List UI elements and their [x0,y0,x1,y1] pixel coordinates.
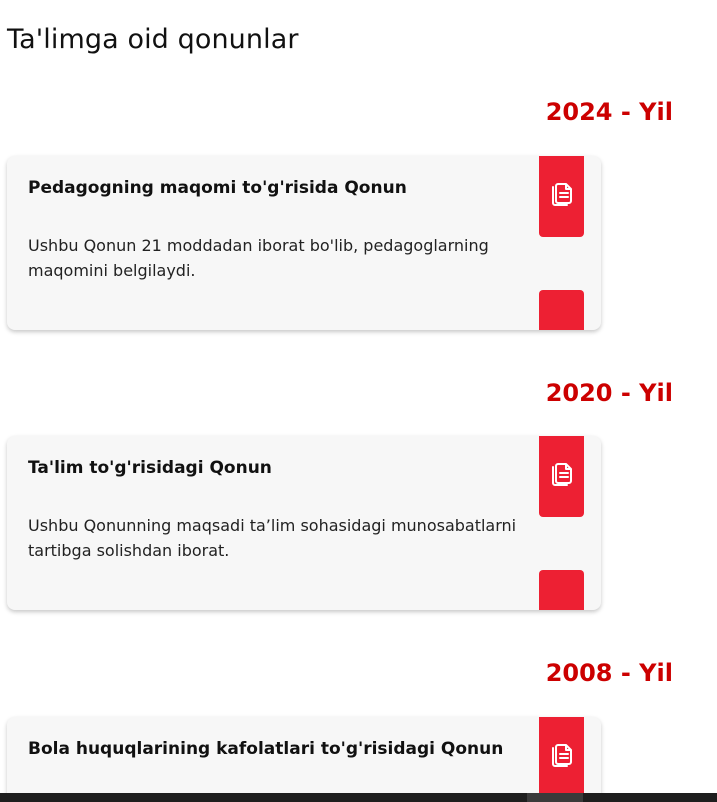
document-button[interactable] [539,436,584,517]
scrollbar-thumb[interactable] [527,793,583,802]
law-title[interactable]: Ta'lim to'g'risidagi Qonun [28,458,272,478]
document-button[interactable] [539,156,584,237]
open-law-button[interactable] [539,570,584,610]
law-title[interactable]: Pedagogning maqomi to'g'risida Qonun [28,178,407,198]
year-heading-2024: 2024 - Yil [545,98,673,126]
document-button[interactable] [539,717,584,798]
document-copy-icon [551,182,573,212]
year-heading-2020: 2020 - Yil [545,379,673,407]
law-description: Ushbu Qonun 21 moddadan iborat bo'lib, pedagoglarning maqomini belgilaydi. [28,236,489,280]
page-title: Ta'limga oid qonunlar [7,24,299,55]
horizontal-scrollbar[interactable] [0,793,717,802]
law-description: Ushbu Qonunning maqsadi ta’lim sohasidagi munosabatlarni tartibga solishdan iborat. [28,516,517,560]
document-copy-icon [551,743,573,773]
open-law-button[interactable] [539,290,584,330]
law-card [7,436,601,610]
year-heading-2008: 2008 - Yil [545,659,673,687]
document-copy-icon [551,462,573,492]
law-card [7,156,601,330]
law-card [7,717,601,802]
law-title[interactable]: Bola huquqlarining kafolatlari to'g'risidagi Qonun [28,739,504,759]
